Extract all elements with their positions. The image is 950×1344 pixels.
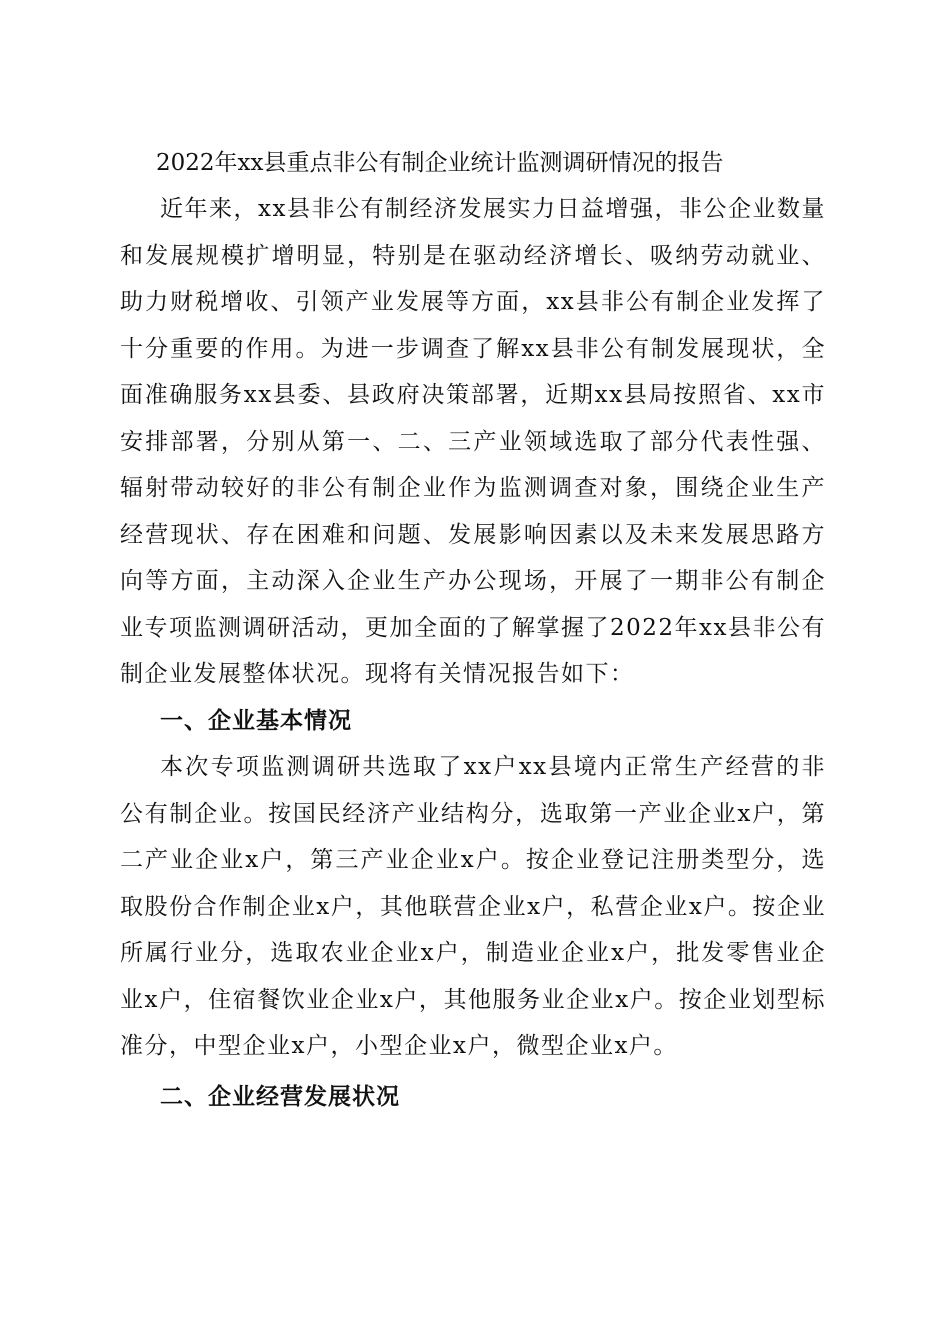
section-heading-operations: 二、企业经营发展状况 — [160, 1083, 400, 1110]
section-heading-basic-info: 一、企业基本情况 — [160, 707, 352, 734]
intro-paragraph: 近年来，xx县非公有制经济发展实力日益增强，非公企业数量和发展规模扩增明显，特别是在驱动经济增长、吸纳劳动就业、助力财税增收、引领产业发展等方面，xx县非公有制企业发挥了十分重要的作用。为进一步调查了解xx县非公有制发展现状，全面准确服务xx县委、县政府决策部署，近期xx县局按照省、xx市安排部署，分别从第一、二、三产业领域选取了部分代表性强、辐射带动较好的非公有制企业作为监测调查对象，围绕企业生产经营现状、存在困难和问题、发展影响因素以及未来发展思路方向等方面，主动深入企业生产办公现场，开展了一期非公有制企业专项监测调研活动，更加全面的了解掌握了2022年xx县非公有制企业发展整体状况。现将有关情况报告如下： — [120, 196, 826, 687]
section-basic-info-paragraph: 本次专项监测调研共选取了xx户xx县境内正常生产经营的非公有制企业。按国民经济产业结构分，选取第一产业企业x户，第二产业企业x户，第三产业企业x户。按企业登记注册类型分，选取股份合作制企业x户，其他联营企业x户，私营企业x户。按企业所属行业分，选取农业企业x户，制造业企业x户，批发零售业企业x户，住宿餐饮业企业x户，其他服务业企业x户。按企业划型标准分，中型企业x户，小型企业x户，微型企业x户。 — [120, 754, 826, 1059]
document-title: 2022年xx县重点非公有制企业统计监测调研情况的报告 — [156, 150, 724, 176]
document-body — [120, 140, 826, 1120]
